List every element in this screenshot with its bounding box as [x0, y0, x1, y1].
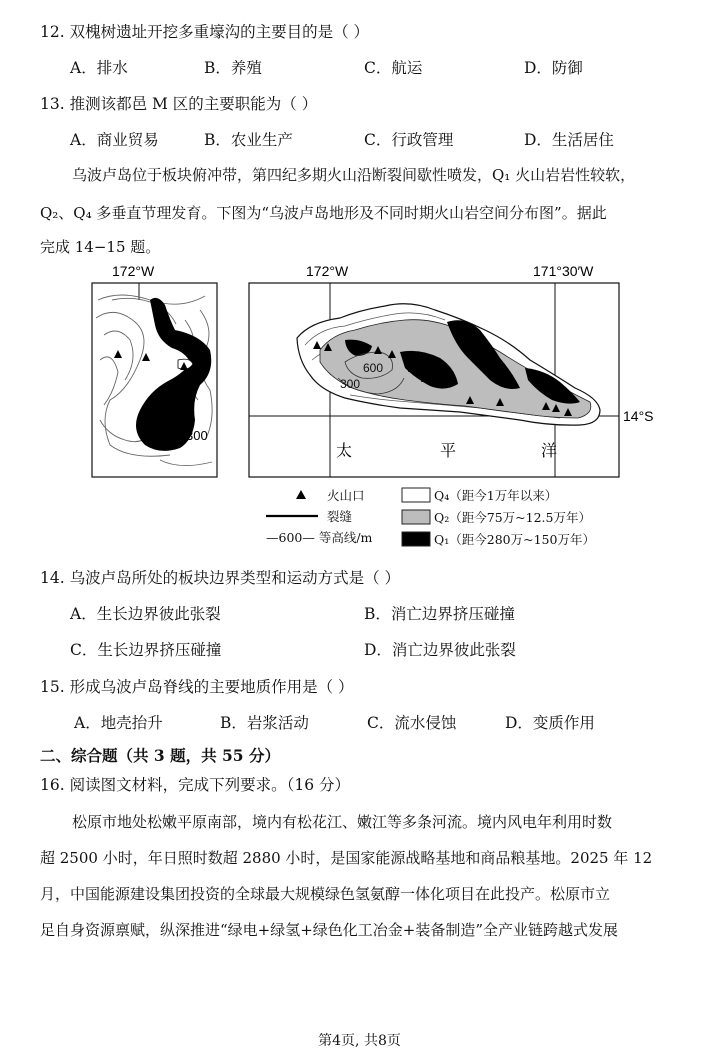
passage-line-3: 完成 14−15 题。 — [40, 238, 161, 256]
legend-volcano-icon — [296, 490, 306, 499]
inset-contour-label: 300 — [186, 428, 208, 443]
ocean-char-2: 平 — [440, 441, 457, 460]
q12-option-b: B．养殖 — [204, 59, 262, 77]
q13-option-d: D．生活居住 — [524, 131, 614, 149]
q14-option-a: A．生长边界彼此张裂 — [70, 605, 221, 623]
contour-label-600: 600 — [363, 361, 384, 375]
q14-stem: 14. 乌波卢岛所处的板块边界类型和运动方式是（ ） — [40, 569, 401, 587]
q12-option-c: C．航运 — [364, 59, 423, 77]
legend-q1-label: Q₁（距今280万~150万年） — [434, 532, 595, 547]
legend-fault-label: 裂缝 — [327, 509, 353, 524]
lat-label: 14°S — [623, 408, 654, 424]
q15-option-d: D．变质作用 — [505, 714, 595, 732]
q13-option-c: C．行政管理 — [364, 131, 454, 149]
q13-stem: 13. 推测该都邑 M 区的主要职能为（ ） — [40, 95, 318, 113]
q13-option-a: A．商业贸易 — [70, 131, 159, 149]
inset-map — [92, 283, 217, 477]
q16-line-1: 松原市地处松嫩平原南部，境内有松花江、嫩江等多条河流。境内风电年利用时数 — [72, 813, 613, 831]
q16-line-3: 月，中国能源建设集团投资的全球最大规模绿色氢氨醇一体化项目在此投产。松原市立 — [40, 885, 611, 903]
contour-label-300: 300 — [340, 377, 361, 391]
q12-option-a: A．排水 — [70, 59, 128, 77]
q15-option-a: A．地壳抬升 — [74, 714, 163, 732]
legend-q4-label: Q₄（距今1万年以来） — [434, 488, 558, 503]
q13-option-b: B．农业生产 — [204, 131, 293, 149]
q15-option-b: B．岩浆活动 — [220, 714, 309, 732]
legend-q2-swatch — [402, 510, 430, 524]
page-number-footer: 第4页, 共8页 — [318, 1033, 401, 1049]
legend-q1-swatch — [402, 532, 430, 546]
legend-contour-label: —600— 等高线/m — [266, 530, 373, 545]
q16-line-4: 足自身资源禀赋，纵深推进“绿电+绿氢+绿色化工冶金+装备制造”全产业链跨越式发展 — [40, 921, 619, 939]
ocean-char-3: 洋 — [541, 441, 558, 460]
legend-volcano-label: 火山口 — [327, 488, 365, 503]
q12-option-d: D．防御 — [524, 59, 583, 77]
q12-stem: 12. 双槐树遗址开挖多重壕沟的主要目的是（ ） — [40, 23, 370, 41]
q15-stem: 15. 形成乌波卢岛脊线的主要地质作用是（ ） — [40, 678, 354, 696]
q15-option-c: C．流水侵蚀 — [367, 714, 457, 732]
main-map — [249, 283, 654, 477]
lon-label-main-1: 172°W — [306, 263, 349, 279]
lon-label-main-2: 171°30′W — [533, 263, 594, 279]
lon-label-inset: 172°W — [112, 263, 155, 279]
passage-line-1: 乌波卢岛位于板块俯冲带，第四纪多期火山沿断裂间歇性喷发，Q₁ 火山岩岩性较软， — [72, 166, 636, 184]
ocean-char-1: 太 — [336, 441, 353, 460]
q14-option-c: C．生长边界挤压碰撞 — [70, 641, 222, 659]
section-2-title: 二、综合题（共 3 题，共 55 分） — [40, 746, 280, 765]
q14-option-d: D．消亡边界彼此张裂 — [364, 641, 516, 659]
q16-stem: 16. 阅读图文材料，完成下列要求。（16 分） — [40, 776, 350, 794]
q16-line-2: 超 2500 小时，年日照时数超 2880 小时，是国家能源战略基地和商品粮基地。2025 年 12 — [40, 849, 653, 867]
legend-q2-label: Q₂（距今75万~12.5万年） — [434, 510, 591, 525]
q14-option-b: B．消亡边界挤压碰撞 — [364, 605, 515, 623]
legend-q4-swatch — [402, 488, 430, 502]
passage-line-2: Q₂、Q₄ 多垂直节理发育。下图为“乌波卢岛地形及不同时期火山岩空间分布图”。据此 — [40, 204, 607, 222]
